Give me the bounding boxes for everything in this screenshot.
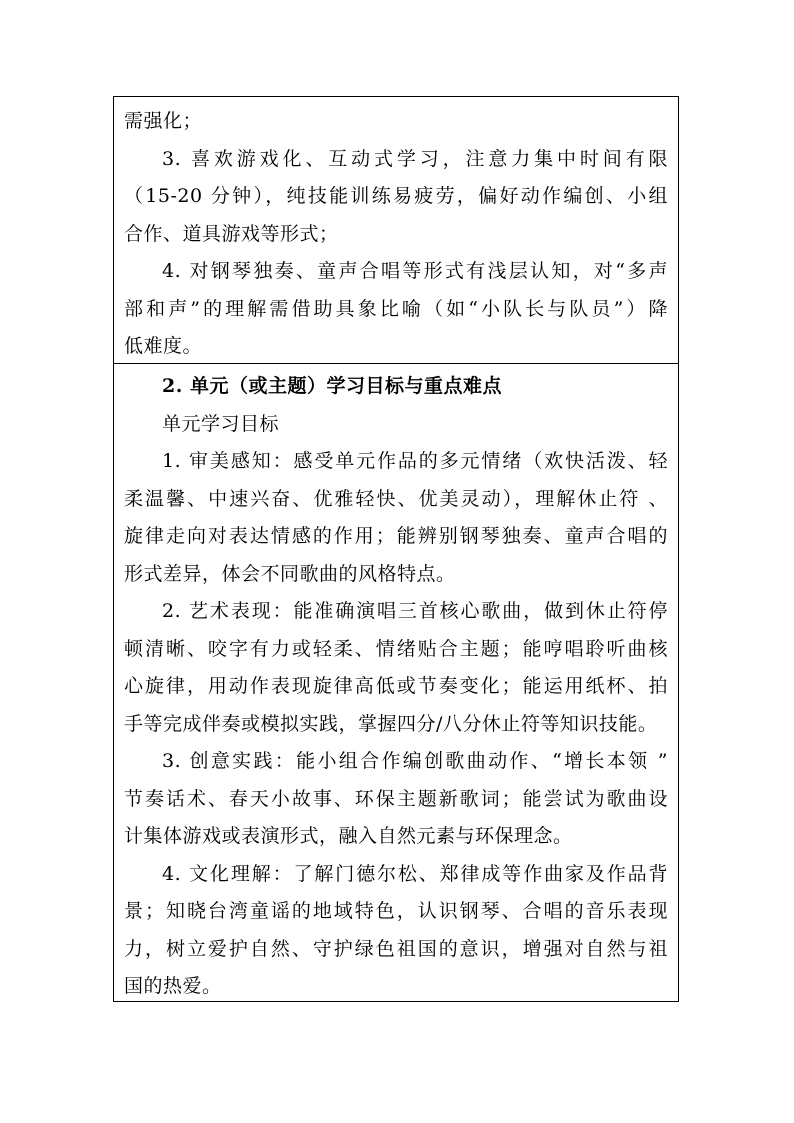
text-line: 手等完成伴奏或模拟实践，掌握四分/八分休止符等知识技能。	[124, 712, 658, 735]
text-line: （15-20 分钟），纯技能训练易疲劳，偏好动作编创、小组	[124, 185, 668, 207]
text-line: 3. 喜欢游戏化、互动式学习，注意力集中时间有限	[162, 147, 668, 170]
text-line: 4. 对钢琴独奏、童声合唱等形式有浅层认知，对“多声	[162, 260, 668, 282]
learner-analysis-cell	[114, 103, 678, 363]
document-table	[113, 96, 679, 1002]
text-line: 心旋律，用动作表现旋律高低或节奏变化；能运用纸杯、拍	[124, 675, 668, 697]
text-line: 部和声”的理解需借助具象比喻（如“小队长与队员”）降	[124, 297, 668, 320]
text-line: 计集体游戏或表演形式，融入自然元素与环保理念。	[124, 825, 573, 847]
text-line: 需强化；	[124, 110, 203, 132]
text-line: 柔温馨、中速兴奋、优雅轻快、优美灵动），理解休止符 、	[124, 487, 668, 510]
text-line: 形式差异，体会不同歌曲的风格特点。	[124, 562, 456, 585]
learning-objectives-cell	[114, 363, 678, 1001]
text-line: 合作、道具游戏等形式；	[124, 222, 339, 245]
text-line: 国的热爱。	[124, 975, 222, 997]
text-line: 顿清晰、咬字有力或轻柔、情绪贴合主题；能哼唱聆听曲核	[124, 637, 668, 660]
section-heading: 2. 单元（或主题）学习目标与重点难点	[162, 375, 502, 397]
text-line: 3. 创意实践：能小组合作编创歌曲动作、“增长本领 ”	[162, 750, 668, 772]
section-subheading: 单元学习目标	[162, 412, 280, 435]
text-line: 4. 文化理解：了解门德尔松、郑律成等作曲家及作品背	[162, 862, 668, 885]
text-line: 低难度。	[124, 335, 203, 357]
text-line: 1. 审美感知：感受单元作品的多元情绪（欢快活泼、轻	[162, 450, 668, 472]
text-line: 旋律走向对表达情感的作用；能辨别钢琴独奏、童声合唱的	[124, 525, 668, 547]
text-line: 节奏话术、春天小故事、环保主题新歌词；能尝试为歌曲设	[124, 787, 668, 810]
text-line: 景；知晓台湾童谣的地域特色，认识钢琴、合唱的音乐表现	[124, 900, 668, 922]
text-line: 力，树立爱护自然、守护绿色祖国的意识，增强对自然与祖	[124, 937, 668, 960]
text-line: 2. 艺术表现：能准确演唱三首核心歌曲，做到休止符停	[162, 600, 668, 622]
